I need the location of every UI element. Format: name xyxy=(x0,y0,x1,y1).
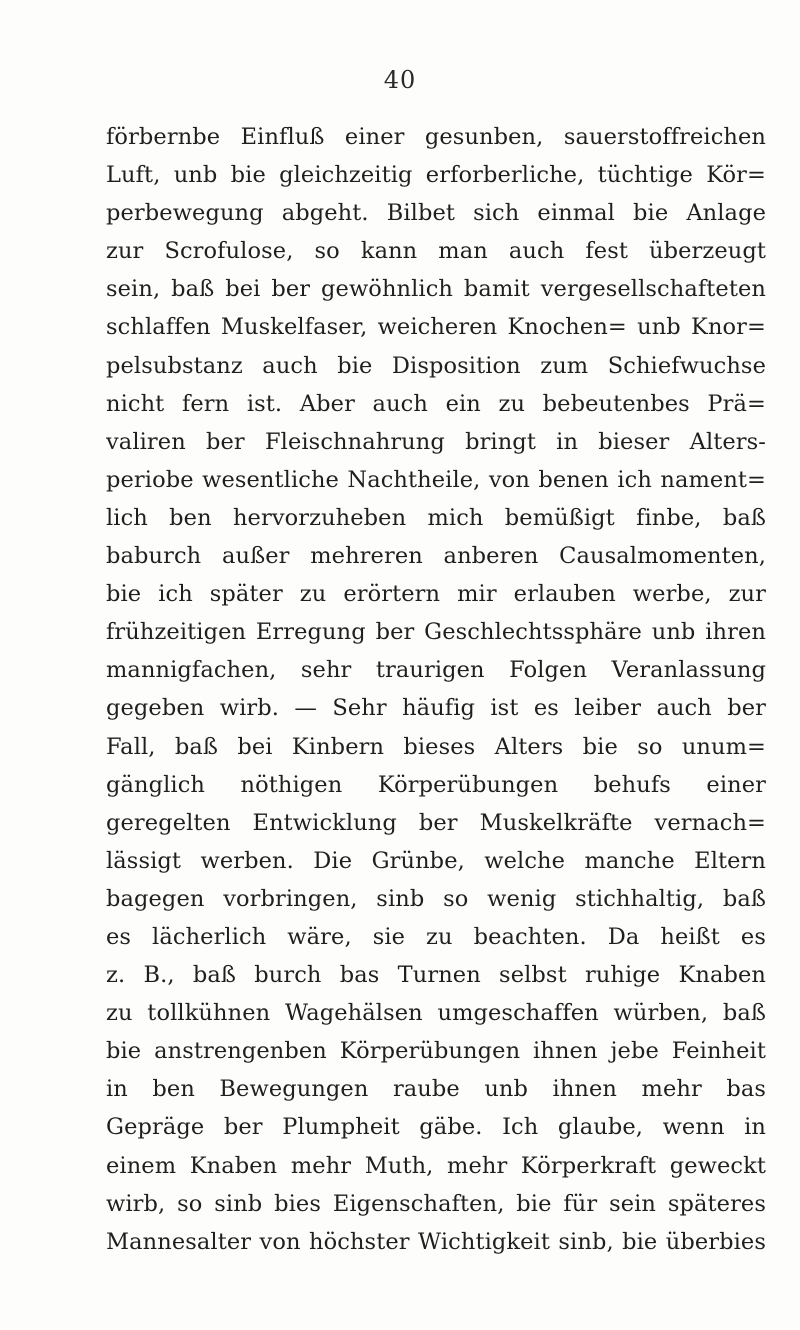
body-text xyxy=(106,118,766,1261)
text-line: pelsubstanz auch bie Disposition zum Schiefwuchse xyxy=(106,352,766,379)
text-line: baburch außer mehreren anberen Causalmomenten, xyxy=(106,543,766,570)
text-line: bie anstrengenben Körperübungen ihnen jebe Feinheit xyxy=(106,1038,766,1065)
text-line: geregelten Entwicklung ber Muskelkräfte vernach= xyxy=(106,809,766,836)
text-line: zu tollkühnen Wagehälsen umgeschaffen würben, baß xyxy=(106,1000,766,1027)
text-line: es lächerlich wäre, sie zu beachten. Da heißt es xyxy=(106,923,766,950)
text-line: zur Scrofulose, so kann man auch fest überzeugt xyxy=(106,238,766,265)
text-line: schlaffen Muskelfaser, weicheren Knochen= unb Knor= xyxy=(106,314,766,341)
text-line: Mannesalter von höchster Wichtigkeit sinb, bie überbies xyxy=(106,1228,766,1255)
text-line: lich ben hervorzuheben mich bemüßigt finbe, baß xyxy=(106,504,766,531)
text-line: gänglich nöthigen Körperübungen behufs einer xyxy=(106,771,766,798)
text-line: periobe wesentliche Nachtheile, von benen ich nament= xyxy=(106,466,766,493)
text-line: nicht fern ist. Aber auch ein zu bebeutenbes Prä= xyxy=(106,390,766,417)
text-line: lässigt werben. Die Grünbe, welche manche Eltern xyxy=(106,847,766,874)
text-line: Luft, unb bie gleichzeitig erforberliche, tüchtige Kör= xyxy=(106,162,766,189)
text-line: gegeben wirb. — Sehr häufig ist es leiber auch ber xyxy=(106,695,766,722)
text-line: valiren ber Fleischnahrung bringt in bieser Alters- xyxy=(106,428,766,455)
text-line: bagegen vorbringen, sinb so wenig stichhaltig, baß xyxy=(106,885,766,912)
text-line: frühzeitigen Erregung ber Geschlechtssphäre unb ihren xyxy=(106,619,766,646)
text-line: z. B., baß burch bas Turnen selbst ruhige Knaben xyxy=(106,962,766,989)
text-line: mannigfachen, sehr traurigen Folgen Veranlassung xyxy=(106,657,766,684)
text-line: perbewegung abgeht. Bilbet sich einmal bie Anlage xyxy=(106,200,766,227)
text-line: Gepräge ber Plumpheit gäbe. Ich glaube, wenn in xyxy=(106,1114,766,1141)
text-line: in ben Bewegungen raube unb ihnen mehr bas xyxy=(106,1076,766,1103)
text-line: förbernbe Einfluß einer gesunben, sauerstoffreichen xyxy=(106,124,766,150)
page-number: 40 xyxy=(383,66,417,94)
text-line: einem Knaben mehr Muth, mehr Körperkraft geweckt xyxy=(106,1152,766,1179)
text-line: wirb, so sinb bies Eigenschaften, bie für sein späteres xyxy=(106,1190,766,1217)
text-line: bie ich später zu erörtern mir erlauben werbe, zur xyxy=(106,581,766,608)
text-line: Fall, baß bei Kinbern bieses Alters bie so unum= xyxy=(106,733,766,760)
text-line: sein, baß bei ber gewöhnlich bamit vergesellschafteten xyxy=(106,276,766,303)
